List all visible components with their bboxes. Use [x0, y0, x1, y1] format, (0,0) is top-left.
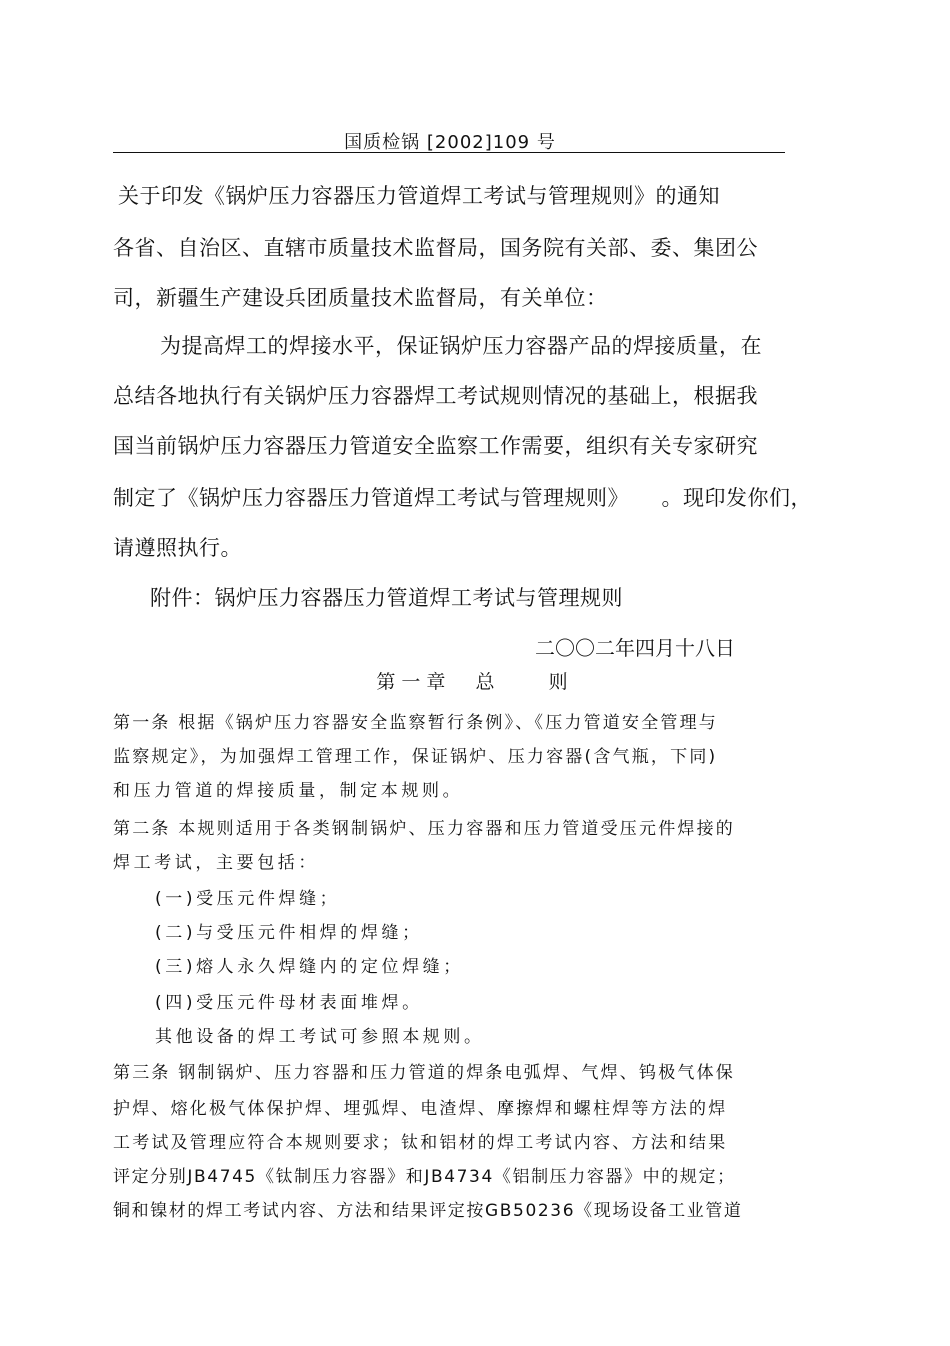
- article-2-item: (四)受压元件母材表面堆焊。: [155, 993, 423, 1013]
- article-2-note: 其他设备的焊工考试可参照本规则。: [155, 1027, 485, 1047]
- article-3-line: 第三条 钢制锅炉、压力容器和压力管道的焊条电弧焊、气焊、钨极气体保: [113, 1063, 736, 1083]
- article-1-line: 和压力管道的焊接质量，制定本规则。: [113, 781, 464, 801]
- attachment-line: 附件：锅炉压力容器压力管道焊工考试与管理规则: [150, 586, 623, 610]
- notice-title: 关于印发《锅炉压力容器压力管道焊工考试与管理规则》的通知: [118, 184, 720, 208]
- chapter-title: 第一章 总 则: [376, 671, 574, 693]
- article-2-item: (二)与受压元件相焊的焊缝；: [155, 923, 423, 943]
- body-line: 国当前锅炉压力容器压力管道安全监察工作需要，组织有关专家研究: [113, 434, 758, 458]
- article-2-item: (三)熔人永久焊缝内的定位焊缝；: [155, 957, 464, 977]
- article-3-line: 铜和镍材的焊工考试内容、方法和结果评定按GB50236《现场设备工业管道: [113, 1201, 743, 1221]
- article-3-line: 工考试及管理应符合本规则要求；钛和铝材的焊工考试内容、方法和结果: [113, 1133, 728, 1153]
- body-line: 制定了《锅炉压力容器压力管道焊工考试与管理规则》 。现印发你们，: [113, 486, 812, 510]
- body-line: 为提高焊工的焊接水平，保证锅炉压力容器产品的焊接质量，在: [160, 334, 762, 358]
- article-2-line: 第二条 本规则适用于各类钢制锅炉、压力容器和压力管道受压元件焊接的: [113, 819, 736, 839]
- body-line: 请遵照执行。: [113, 536, 242, 560]
- article-1-line: 第一条 根据《锅炉压力容器安全监察暂行条例》、《压力管道安全管理与: [113, 713, 719, 733]
- addressee-line: 司，新疆生产建设兵团质量技术监督局，有关单位：: [113, 286, 608, 310]
- body-line: 总结各地执行有关锅炉压力容器焊工考试规则情况的基础上，根据我: [113, 384, 758, 408]
- header-rule: [113, 152, 785, 153]
- addressee-line: 各省、自治区、直辖市质量技术监督局，国务院有关部、委、集团公: [113, 236, 758, 260]
- issue-date: 二〇〇二年四月十八日: [535, 636, 735, 660]
- document-number: 国质检锅 [2002]109 号: [344, 132, 556, 153]
- article-3-line: 护焊、熔化极气体保护焊、埋弧焊、电渣焊、摩擦焊和螺柱焊等方法的焊: [113, 1099, 728, 1119]
- article-3-line: 评定分别JB4745《钛制压力容器》和JB4734《铝制压力容器》中的规定；: [113, 1167, 736, 1187]
- article-2-item: (一)受压元件焊缝；: [155, 889, 341, 909]
- article-2-line: 焊工考试，主要包括：: [113, 853, 319, 873]
- article-1-line: 监察规定》，为加强焊工管理工作，保证锅炉、压力容器(含气瓶，下同): [113, 747, 718, 767]
